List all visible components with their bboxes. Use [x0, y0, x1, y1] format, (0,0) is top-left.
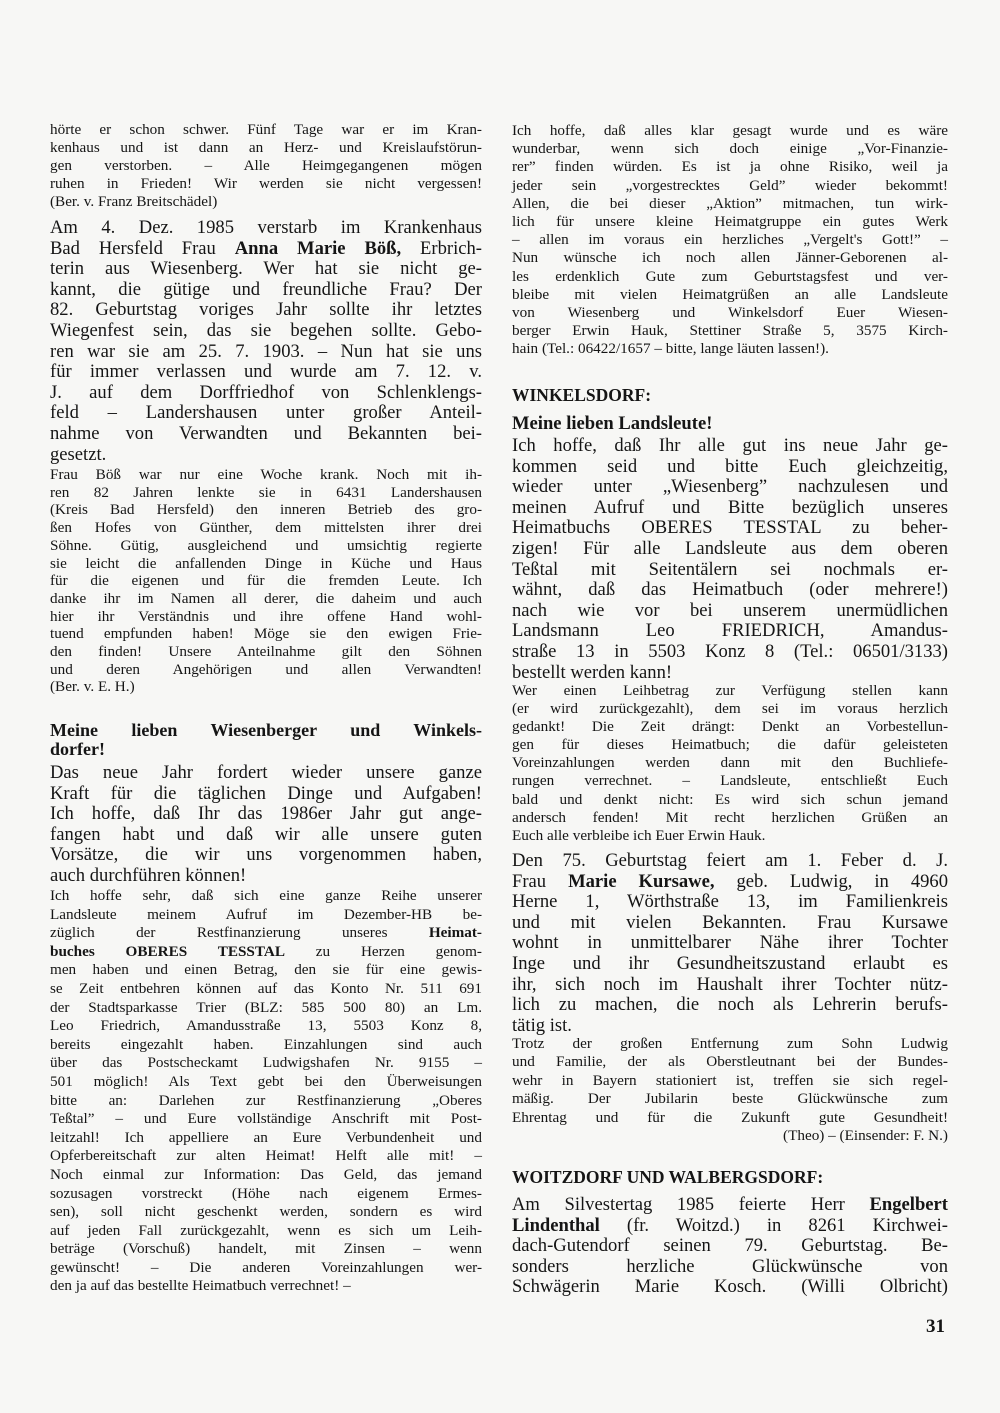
text-line: Wer einen Leihbetrag zur Verfügung stellen kann — [512, 682, 948, 699]
text-line — [50, 924, 482, 943]
text-line: straße 13 in 5503 Konz 8 (Tel.: 06501/3133) — [512, 640, 948, 662]
text-line: bitte an: Darlehen zur Restfinanzierung „Oberes — [50, 1091, 482, 1109]
text-line: ren war sie am 25. 7. 1903. – Nun hat sie uns — [50, 340, 482, 362]
text-line: bald und denkt nicht: Es wird sich schun jemand — [512, 790, 948, 808]
text-line: und mit vielen Bekannten. Frau Kursawe — [512, 911, 948, 933]
text-line: Euch alle verbleibe ich Euer Erwin Hauk. — [512, 826, 766, 844]
text-line: gedankt! Die Zeit drängt: Denkt an Vorbestellun- — [512, 718, 948, 736]
text-line: sen), soll nicht geschenkt werden, sondern es wird — [50, 1203, 482, 1221]
paragraph-heimatbuch — [512, 436, 948, 683]
text-line: Allen, die bei dieser „Aktion” mitmachen, tun wirk- — [512, 194, 948, 212]
heading-wiesenberger — [50, 721, 482, 759]
text-segment: zu Herzen genom- — [284, 942, 482, 960]
text-line: (er wird zurückgezahlt), dem sei im voraus herzlich — [512, 700, 948, 718]
text-line: nahme von Verwandten und Bekannten bei- — [50, 422, 482, 444]
text-line: leitzahl! Ich appelliere an Eure Verbundenheit und — [50, 1128, 482, 1146]
text-line: Heimatbuchs OBERES TESSTAL zu beher- — [512, 517, 948, 539]
text-segment: Erbrich- — [401, 237, 482, 259]
text-line: Landsleute meinem Aufruf im Dezember-HB be- — [50, 905, 482, 923]
text-line: Voreinzahlungen werden dann mit den Buchliefe- — [512, 754, 948, 772]
text-line: (Ber. v. E. H.) — [50, 678, 135, 696]
text-line: sonders herzliche Glückwünsche von — [512, 1255, 948, 1277]
text-line: Schwägerin Marie Kosch. (Willi Olbricht) — [512, 1276, 948, 1298]
text-line: Ich hoffe, daß Ihr alle gut ins neue Jahr ge- — [512, 435, 948, 456]
bold-name: Anna Marie Böß, — [234, 237, 402, 259]
text-line: Teßtal mit Seitentälern sei nochmals er- — [512, 558, 948, 580]
text-line: der Stadtsparkasse Trier (BLZ: 585 500 80) an Lm. — [50, 998, 482, 1016]
text-segment: Bad Hersfeld Frau — [50, 237, 235, 259]
text-line: bestellt werden kann! — [512, 661, 673, 683]
text-segment: Am Silvestertag 1985 feierte Herr — [512, 1194, 870, 1215]
paragraph-birthday-lindenthal — [512, 1195, 948, 1298]
text-line: auch durchführen können! — [50, 864, 247, 886]
text-line: gewünscht! – Die anderen Voreinzahlungen wer- — [50, 1258, 482, 1276]
paragraph-restfinanzierung — [50, 887, 482, 1296]
text-line: von Wiesenberg und Winkelsdorf Euer Wiesen- — [512, 304, 948, 322]
text-line: wohnt in unmittelbarer Nähe ihrer Tochter — [512, 932, 948, 954]
text-line: den finden! Unsere Anteilnahme gilt den Söhnen — [50, 643, 482, 661]
text-line — [50, 943, 482, 962]
text-line: hörte er schon schwer. Fünf Tage war er im Kran- — [50, 121, 482, 138]
text-line: men haben und einen Betrag, den sie für eine gewis- — [50, 961, 482, 979]
text-line: Kraft für die täglichen Dinge und Aufgaben! — [50, 782, 482, 804]
paragraph-new-year — [50, 763, 482, 887]
text-line: Landsmann Leo FRIEDRICH, Amandus- — [512, 620, 948, 642]
text-line: ren 82 Jahren lenkte sie in 6431 Landershausen — [50, 483, 482, 501]
text-line: wehr in Bayern stationiert ist, treffen sie sich regel- — [512, 1071, 948, 1089]
text-line: wieder unter „Wiesenberg” nachzulesen und — [512, 476, 948, 498]
text-line: feld – Landershausen unter großer Anteil- — [50, 402, 482, 424]
paragraph-vorfinanzierer — [512, 122, 948, 359]
text-line: (Ber. v. Franz Breitschädel) — [50, 193, 218, 210]
paragraph-birthday-kursawe — [512, 851, 948, 1036]
text-line: Am 4. Dez. 1985 verstarb im Krankenhaus — [50, 217, 482, 238]
text-line: se Zeit entbehren können auf das Konto Nr. 511 691 — [50, 979, 482, 997]
bold-name: Lindenthal — [512, 1214, 600, 1236]
text-line: andersch fenden! Mit recht herzlichen Grüßen an — [512, 808, 948, 826]
text-line: bereits eingezahlt haben. Einzahlungen sind auch — [50, 1035, 482, 1053]
text-segment: (fr. Woitzd.) in 8261 Kirchwei- — [599, 1214, 948, 1236]
text-line: ßen Hofes von Günther, dem mittelsten ihrer drei — [50, 519, 482, 537]
text-line: – allen im voraus ein herzliches „Vergelt's Gott!” – — [512, 231, 948, 249]
text-line: Teßtal” – und Eure vollständige Anschrift mit Post- — [50, 1110, 482, 1128]
text-line: sozusagen vorstreckt (Höhe nach eigenem Ermes- — [50, 1184, 482, 1202]
text-line: (Theo) – (Einsender: F. N.) — [783, 1127, 948, 1145]
text-line: Inge und ihr Gesundheitszustand erlaubt es — [512, 952, 948, 974]
text-line: Meine lieben Wiesenberger und Winkels- — [50, 720, 482, 740]
text-line: Wiegenfest sein, das sie begehen sollte. Gebo- — [50, 319, 482, 341]
text-line: terin aus Wiesenberg. Wer hat sie nicht ge- — [50, 258, 482, 280]
text-line: Vorsätze, die wir uns vorgenommen haben, — [50, 844, 482, 866]
text-line: Trotz der großen Entfernung zum Sohn Ludwig — [512, 1035, 948, 1052]
page-number: 31 — [926, 1316, 945, 1337]
paragraph-kursawe-detail — [512, 1035, 948, 1145]
text-line: J. auf dem Dorffriedhof von Schlenklengs- — [50, 381, 482, 403]
paragraph-leihbetrag — [512, 682, 948, 845]
text-line: Söhne. Gütig, ausgleichend und umsichtig regierte — [50, 536, 482, 554]
text-line: lich zu machen, die noch als Lehrerin berufs- — [512, 994, 948, 1016]
text-line: Ich hoffe, daß alles klar gesagt wurde und es wäre — [512, 122, 948, 139]
text-line: meinen Aufruf und Bitte bezüglich unseres — [512, 496, 948, 518]
text-line: kenhaus und ist dann an Herz- und Kreislaufstörun- — [50, 139, 482, 156]
text-line: Noch einmal zur Information: Das Geld, das jemand — [50, 1165, 482, 1183]
text-line: wunderbar, wenn sich doch einige „Vor-Finanzie- — [512, 140, 948, 158]
text-line: ihr, sich noch im Haushalt ihrer Tochter nütz- — [512, 973, 948, 995]
text-line: rer” finden würden. Es ist ja ohne Risiko, weil ja — [512, 158, 948, 176]
text-line: Das neue Jahr fordert wieder unsere ganze — [50, 762, 482, 783]
text-line: lich für unsere kleine Heimatgruppe ein gutes Werk — [512, 213, 948, 231]
text-line: den ja auf das bestellte Heimatbuch verrechnet! – — [50, 1277, 351, 1295]
text-line: Opferbereitschaft zur alten Heimat! Helft alle mit! – — [50, 1147, 482, 1165]
paragraph-obituary-anna-marie-boess — [50, 218, 482, 465]
text-line: tätig ist. — [512, 1014, 572, 1036]
section-heading-winkelsdorf: WINKELSDORF: — [512, 385, 652, 405]
text-line: gen für dieses Heimatbuch; die dafür geleisteten — [512, 736, 948, 754]
text-segment: Frau — [512, 870, 569, 892]
text-line: rungen verrechnet. – Landsleute, entschließt Euch — [512, 772, 948, 790]
text-line — [50, 239, 482, 260]
text-line: für die eigenen und für die fremden Leute. Ich — [50, 572, 482, 590]
text-line: mäßig. Der Jubilarin beste Glückwünsche zum — [512, 1090, 948, 1108]
text-line — [512, 1195, 948, 1216]
text-line: danke ihr im Namen all derer, die daheim und auch — [50, 589, 482, 607]
bold-name: Heimat- — [428, 924, 482, 942]
text-line: zigen! Für alle Landsleute aus dem oberen — [512, 537, 948, 559]
bold-name: buches OBERES TESSTAL — [50, 942, 285, 960]
text-line: und deren Angehörigen und allen Verwandten! — [50, 660, 482, 678]
text-segment: züglich der Restfinanzierung unseres — [50, 924, 429, 942]
text-line: dach-Gutendorf seinen 79. Geburtstag. Be- — [512, 1235, 948, 1257]
text-line: kommen seid und bitte Euch gleichzeitig, — [512, 455, 948, 477]
text-line: auf jeden Fall zurückgezahlt, wenn es sich um Leih- — [50, 1221, 482, 1239]
text-line: bleibe mit vielen Heimatgrüßen an alle Landsleute — [512, 285, 948, 303]
text-line: les erdenklich Gute zum Geburtstagsfest und ver- — [512, 267, 948, 285]
paragraph-breitschaedel-report — [50, 121, 482, 211]
text-line: kannt, die gütige und freundliche Frau? Der — [50, 278, 482, 300]
text-line: wähnt, daß das Heimatbuch (oder mehrere!) — [512, 579, 948, 601]
text-line: über das Postscheckamt Ludwigshafen Nr. 9155 – — [50, 1054, 482, 1072]
text-line: für immer verlassen und wurde am 7. 12. v. — [50, 361, 482, 383]
text-segment: geb. Ludwig, in 4960 — [714, 870, 949, 892]
text-line: Nun wünsche ich noch allen Jänner-Geborenen al- — [512, 249, 948, 267]
text-line: 501 möglich! Als Text gebt bei den Überweisungen — [50, 1072, 482, 1090]
bold-name: Marie Kursawe, — [568, 870, 715, 892]
text-line: jeder sein „vorgestrecktes Geld” wieder bekommt! — [512, 176, 948, 194]
text-line: tuend empfunden haben! Möge sie den ewigen Frie- — [50, 625, 482, 643]
text-line — [512, 872, 948, 893]
text-line: gen verstorben. – Alle Heimgegangenen mögen — [50, 157, 482, 174]
text-line: 82. Geburtstag voriges Jahr sollte ihr letztes — [50, 299, 482, 321]
heading-landsleute: Meine lieben Landsleute! — [512, 413, 713, 434]
text-line: nach wie vor bei unserem unermüdlichen — [512, 599, 948, 621]
text-line — [512, 1216, 948, 1237]
text-line: Ich hoffe, daß Ihr das 1986er Jahr gut ange- — [50, 803, 482, 825]
text-line: (Kreis Bad Hersfeld) den inneren Betrieb des gro- — [50, 501, 482, 519]
text-line: Herne 1, Wörthstraße 13, im Familienkreis — [512, 891, 948, 913]
text-line: hier ihr Verständnis und ihre offene Hand wohl- — [50, 607, 482, 625]
bold-name: Engelbert — [869, 1194, 948, 1215]
text-line: dorfer! — [50, 739, 105, 759]
text-line: sie leicht die anfallenden Dinge in Küche und Haus — [50, 554, 482, 572]
text-line: berger Erwin Hauk, Stettiner Straße 5, 3575 Kirch- — [512, 322, 948, 340]
text-line: gesetzt. — [50, 443, 107, 465]
paragraph-obituary-detail — [50, 466, 482, 696]
text-line: beträge (Vorschuß) handelt, mit Zinsen – wenn — [50, 1240, 482, 1258]
text-line: Ehrentag und für die Zukunft gute Gesundheit! — [512, 1108, 948, 1126]
text-line: Frau Böß war nur eine Woche krank. Noch mit ih- — [50, 466, 482, 483]
text-line: Den 75. Geburtstag feiert am 1. Feber d. J. — [512, 850, 948, 871]
section-heading-woitzdorf: WOITZDORF UND WALBERGSDORF: — [512, 1167, 824, 1187]
text-line: hain (Tel.: 06422/1657 – bitte, lange läuten lassen!). — [512, 340, 829, 358]
text-line: Ich hoffe sehr, daß sich eine ganze Reihe unserer — [50, 887, 482, 904]
text-line: fangen habt und daß wir alle unsere guten — [50, 823, 482, 845]
text-line: und Familie, der als Oberstleutnant bei der Bundes- — [512, 1053, 948, 1071]
text-line: Leo Friedrich, Amandusstraße 13, 5503 Konz 8, — [50, 1017, 482, 1035]
text-line: ruhen in Frieden! Wir werden sie nicht vergessen! — [50, 175, 482, 192]
